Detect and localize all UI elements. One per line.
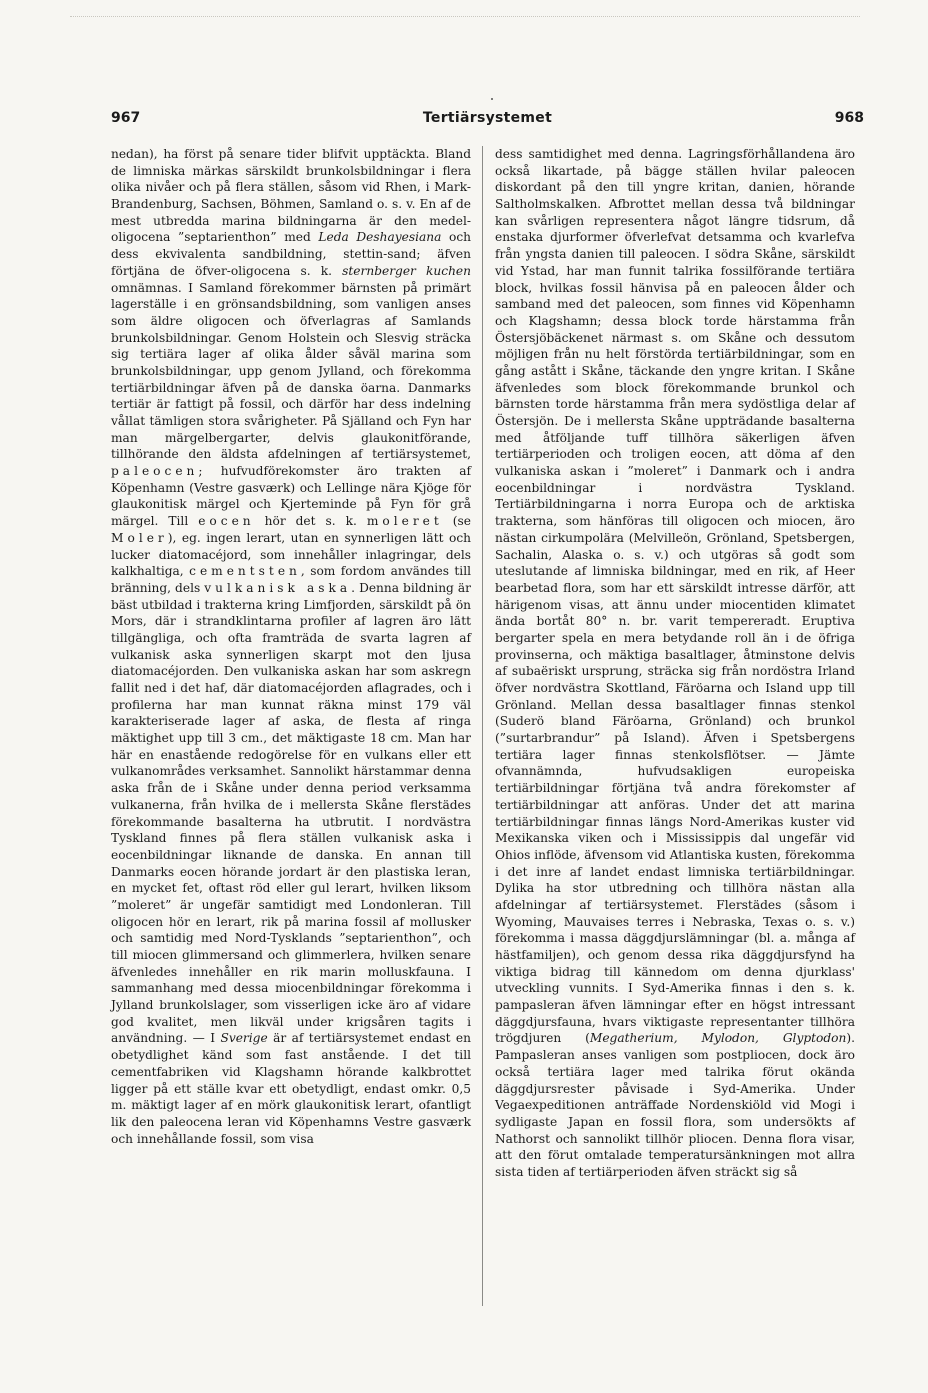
genus-names: Megatherium, Mylodon, Glyptodon xyxy=(589,1031,847,1046)
left-column xyxy=(111,146,471,1147)
page-number-left: 967 xyxy=(111,110,141,126)
right-column xyxy=(495,146,855,1181)
species-name: Leda Deshayesiana xyxy=(318,230,442,245)
scan-edge-noise xyxy=(70,16,860,17)
term-vulkanisk-aska: vulkanisk aska xyxy=(204,580,352,595)
right-paragraph: dess samtidighet med denna. Lagringsförhållandena äro också likartade, på bägge ställen hvilar paleocen diskordant på den till yngre kritan, danien, hörande Saltholmskalken. Afbrottet mellan dessa två bildningar kan svårligen representera något längre tidsrum, då enstaka djurformer öfverlefvat detsamma och kvarlefva från yngsta danien till paleocen. I södra Skåne, särskildt vid Ystad, har man funnit talrika fossilförande tertiära block, hvilkas fossil hänvisa på en paleocen ålder och samband med det paleocen, som finnes vid Köpenhamn och Klagshamn; dessa block torde härstamma från Östersjöbäckenet närmast s. om Skåne och dessutom möjligen från nu helt förstörda tertiärbildningar, som en gång astått i Skåne, täckande den yngre kritan. I Skåne äfvenledes som block förekommande brunkol och bärnsten torde härstamma från mera sydöstliga delar af Östersjön. De i mellersta Skåne uppträdande basalterna med åtföljande tuff tillhöra säkerligen äfven tertiärperioden och troligen eocen, att döma af den vulkaniska askan i ”moleret” i Danmark och i andra eocenbildningar i nordvästra Tyskland. Tertiärbildningarna i norra Europa och de arktiska trakterna, som hänföras till oligocen och miocen, äro nästan cirkumpolära (Melvilleön, Grönland, Spetsbergen, Sachalin, Alaska o. s. v.) och utgöras så godt som uteslutande af limniska bildningar, med en rik, af Heer bearbetad flora, som har ett särskildt intresse därför, att härigenom visas, att ännu under miocentiden klimatet ända bortåt 80° n. br. varit tempereradt. Eruptiva bergarter spela en mera betydande roll än i de öfriga provinserna, och mäktiga basaltlager, åtminstone delvis af subaëriskt ursprung, sträcka sig från nordöstra Irland öfver nordvästra Skottland, Färöarna och Island upp till Grönland. Mellan dessa basaltlager finnas stenkol (Suderö bland Färöarna, Grönland) och brunkol (”surtarbrandur” på Island). Äfven i Spetsbergens tertiära lager finnas stenkolsflötser. — Jämte ofvannämnda, hufvudsakligen europeiska tertiärbildningar förtjäna två andra förekomster af tertiärbildningar att anföras. Under det att marina tertiärbildningar finnas längs Nord-Amerikas kuster vid Mexikanska viken och i Mississippis dal ungefär vid Ohios inflöde, äfvensom vid Atlantiska kusten, förekomma i det inre af landet endast limniska tertiärbildningar. Dylika ha stor utbredning och tillhöra nästan alla afdelningar af tertiärsystemet. Flerstädes (såsom i Wyoming, Mauvaises terres i Nebraska, Texas o. s. v.) förekomma i massa däggdjurslämningar (bl. a. många af hästfamiljen), och genom dessa rika däggdjursfynd ha viktiga bidrag till kännedom om denna djurklass' utveckling vunnits. I Syd-Amerika finnas i den s. k. pampasleran äfven lämningar efter en högst intressant däggdjursfauna, hvars viktigaste representanter tillhöra trögdjuren (Megatherium, Mylodon, Glyptodon). Pampasleran anses vanligen som postpliocen, dock äro också tertiära lager med talrika förut okända däggdjursrester påvisade i Syd-Amerika. Under Vegaexpeditionen anträffade Nordenskiöld vid Mogi i sydligaste Japan en fossil flora, som undersökts af Nathorst och sannolikt tillhör pliocen. Denna flora visar, att den förut omtalade temperatursänkningen mot allra sista tiden af tertiärperioden äfven sträckt sig så xyxy=(495,147,856,1179)
column-divider xyxy=(482,146,483,1306)
term-sverige: Sverige xyxy=(220,1031,268,1046)
page-header xyxy=(111,110,864,130)
term-sternberger: sternberger kuchen xyxy=(342,263,471,278)
running-title: Tertiärsystemet xyxy=(422,110,553,126)
term-moleret: moleret xyxy=(366,514,443,529)
left-paragraph: nedan), ha först på senare tider blifvit upptäckta. Bland de limniska märkas särskildt brunkolsbildningar i flera olika nivåer och på flera ställen, såsom vid Rhen, i Mark-Brandenburg, Sachsen, Böhmen, Samland o. s. v. En af de mest utbredda marina bildningarna är den medel-oligocena ”septarienthon” med Leda Deshayesiana och dess ekvivalenta sandbildning, stettin-sand; äfven förtjäna de öfver-oligocena s. k. sternberger kuchen omnämnas. I Samland förekommer bärnsten på primärt lagerställe i en grönsandsbildning, som vanligen anses som äldre oligocen och öfverlagras af Samlands brunkolsbildningar. Genom Holstein och Slesvig sträcka sig tertiära lager af olika ålder såväl marina som brunkolsbildningar, upp genom Jylland, och förekomma tertiärbildningar äfven på de danska öarna. Danmarks tertiär är fattigt på fossil, och därför har dess indelning vållat tämligen stora svårigheter. På Själland och Fyn har man märgelbergarter, delvis glaukonitförande, tillhörande den äldsta afdelningen af tertiärsystemet, paleocen; hufvudförekomster äro trakten af Köpenhamn (Vestre gasværk) och Lellinge nära Kjöge för glaukonitisk märgel och Kjerteminde på Fyn för grå märgel. Till eocen hör det s. k. moleret (se Moler), eg. ingen lerart, utan en synnerligen lätt och lucker diatomacéjord, som innehåller inlagringar, dels kalkhaltiga, cementsten, som fordom användes till bränning, dels vulkanisk aska. Denna bildning är bäst utbildad i trakterna kring Limfjorden, särskildt på ön Mors, där i strandklintarna profiler af lagren äro lätt tillgängliga, och ofta framträda de svarta lagren af vulkanisk aska synnerligen skarpt mot den ljusa diatomacéjorden. Den vulkaniska askan har som askregn fallit ned i det haf, där diatomacéjorden aflagrades, och i profilerna har man kunnat räkna minst 179 väl karakteriserade lager af aska, de flesta af ringa mäktighet upp till 3 cm., det mäktigaste 18 cm. Man har här en enastående redogörelse för en vulkans eller ett vulkanområdes verksamhet. Sannolikt härstammar denna aska från de i Skåne under denna period verksamma vulkanerna, från hvilka de i mellersta Skåne flerstädes förekommande basalterna ha utbrutit. I nordvästra Tyskland finnes på flera ställen vulkanisk aska i eocenbildningar liknande de danska. En annan till Danmarks eocen hörande jordart är den plastiska leran, en mycket fet, oftast röd eller gul lerart, hvilken liksom ”moleret” är ungefär samtidigt med Londonleran. Till oligocen hör en lerart, rik på marina fossil af mollusker och samtidig med Nord-Tysklands ”septarienthon”, och till miocen glimmersand och glimmerlera, hvilken senare äfvenledes innehåller en rik marin molluskfauna. I sammanhang med dessa miocenbildningar förekomma i Jylland brunkolslager, som visserligen icke äro af vidare god kvalitet, men likväl under krigsåren tagits i användning. — I Sverige är af tertiärsystemet endast en obetydlighet känd som fast anstående. I det till cementfabriken vid Klagshamn hörande kalkbrottet ligger på ett ställe kvar ett obetydligt, endast omkr. 0,5 m. mäktigt lager af en mörk glaukonitisk lerart, ofantligt lik den paleocena leran vid Köpenhamns Vestre gasværk och innehållande fossil, som visa xyxy=(111,147,472,1146)
term-cementsten: cementsten xyxy=(189,564,301,579)
term-eocen: eocen xyxy=(198,514,255,529)
term-paleocen: paleocen xyxy=(111,464,199,479)
cross-ref-moler: Moler xyxy=(111,530,168,545)
scan-speck xyxy=(491,98,493,100)
page-number-right: 968 xyxy=(834,110,864,126)
